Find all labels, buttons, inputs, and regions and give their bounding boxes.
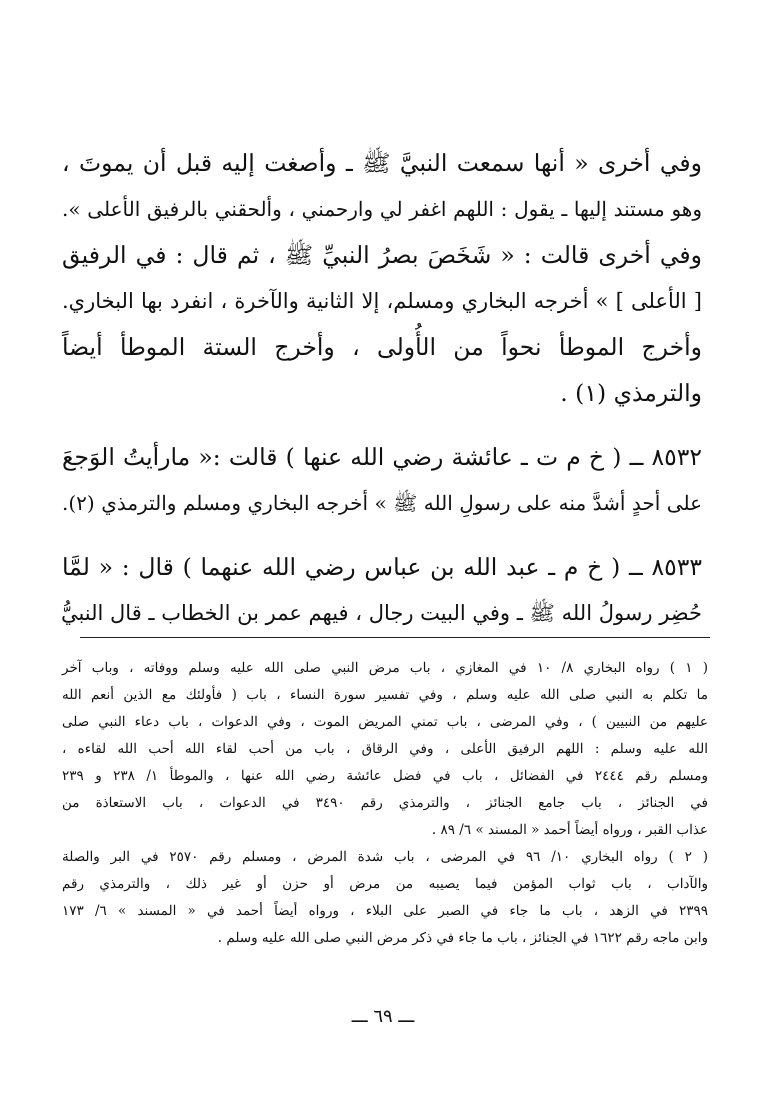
footnote-line: وابن ماجه رقم ١٦٢٢ في الجنائز ، باب ما جاء في ذكر مرض النبي صلى الله عليه وسلم .: [217, 930, 708, 946]
footnote-line: ( ٢ ) رواه البخاري ١٠/ ٩٦ في المرضى ، باب شدة المرض ، ومسلم رقم ٢٥٧٠ في البر والصلة: [62, 849, 709, 865]
footnote-line: ومسلم رقم ٢٤٤٤ في الفضائل ، باب في فضل عائشة رضي الله عنها ، والموطأ ١/ ٢٣٨ و ٢٣٩: [62, 768, 708, 784]
text-line: وأخرج الموطأ نحواً من الأُولى ، وأخرج الستة الموطأ أيضاً: [62, 333, 702, 361]
hadith-8533-heading: ٨٥٣٣ ــ ( خ م ـ عبد الله بن عباس رضي الله عنهما ) قال : « لمَّا: [62, 553, 702, 581]
footnote-line: ما تكلم به النبي صلى الله عليه وسلم ، وفي تفسير سورة النساء ، باب ( فأولئك مع الذين أنعم الله: [62, 687, 708, 703]
footnote-line: ( ١ ) رواه البخاري ٨/ ١٠ في المغازي ، باب مرض النبي صلى الله عليه وسلم ووفاته ، وباب آخر: [62, 660, 709, 676]
text-line: وفي أخرى قالت : « شَخَصَ بصرُ النبيِّ ﷺ ، ثم قال : في الرفيق: [62, 241, 702, 269]
footnote-line: عذاب القبر ، ورواه أيضاً أحمد « المسند » ٦/ ٨٩ .: [431, 822, 708, 838]
footnote-divider: [80, 637, 710, 638]
hadith-8532-heading: ٨٥٣٢ ــ ( خ م ت ـ عائشة رضي الله عنها ) قالت :« مارأيتُ الوَجعَ: [62, 443, 702, 471]
text-line: على أحدٍ أشدَّ منه على رسولِ الله ﷺ » أخرجه البخاري ومسلم والترمذي (٢).: [62, 491, 702, 515]
footnote-line: الله عليه وسلم : اللهم الرفيق الأعلى ، وفي الرقاق ، باب من أحب لقاء الله أحب الله لقاءه ،: [62, 741, 708, 757]
text-line: وفي أخرى « أنها سمعت النبيَّ ﷺ ـ وأصغت إليه قبل أن يموتَ ،: [62, 149, 702, 177]
text-line: والترمذي (١) .: [560, 379, 702, 407]
footnote-line: ٢٣٩٩ في الزهد ، باب ما جاء في الصبر على البلاء ، ورواه أيضاً أحمد في « المسند » ٦/ ١٧٣: [62, 903, 708, 919]
footnote-line: والآداب ، باب ثواب المؤمن فيما يصيبه من مرض أو حزن أو غير ذلك ، والترمذي رقم: [62, 876, 708, 892]
main-text: [62, 140, 702, 636]
text-line: حُضِر رسولُ الله ﷺ ـ وفي البيت رجال ، فيهم عمر بن الخطاب ـ قال النبيُّ: [60, 601, 702, 625]
text-line: وهو مستند إليها ـ يقول : اللهم اغفر لي وارحمني ، وألحقني بالرفيق الأعلى ».: [62, 197, 702, 221]
footnote-line: عليهم من النبيين ) ، وفي المرضى ، باب تمني المريض الموت ، وفي الدعوات ، باب دعاء النبي صلى: [62, 714, 708, 730]
page-number: ـــ ٦٩ ـــ: [351, 1006, 415, 1027]
footnotes: [62, 655, 708, 952]
text-line: [ الأعلى ] » أخرجه البخاري ومسلم، إلا الثانية والآخرة ، انفرد بها البخاري.: [62, 289, 702, 313]
footnote-line: في الجنائز ، باب جامع الجنائز ، والترمذي رقم ٣٤٩٠ في الدعوات ، باب الاستعاذة من: [62, 795, 709, 811]
